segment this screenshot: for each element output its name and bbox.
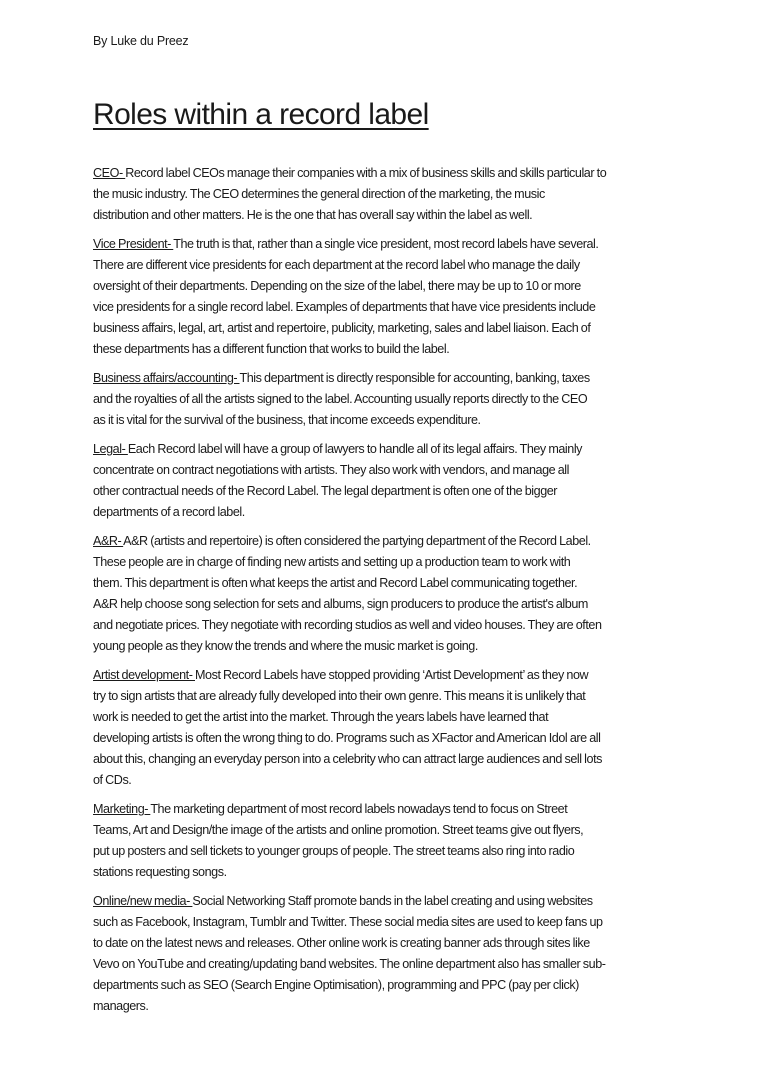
section-heading: Marketing- — [93, 802, 151, 816]
text-line — [93, 891, 693, 912]
line-text: about this, changing an everyday person into a celebrity who can attract large audiences and sell lots — [93, 752, 602, 766]
line-text: the music industry. The CEO determines the general direction of the marketing, the music — [93, 187, 545, 201]
page-title: Roles within a record label — [93, 98, 429, 131]
section-heading: Online/new media- — [93, 894, 193, 908]
line-text: Most Record Labels have stopped providing ‘Artist Development’ as they now — [195, 668, 589, 682]
section-marketing — [93, 799, 693, 883]
line-text: Vevo on YouTube and creating/updating band websites. The online department also has smaller sub- — [93, 957, 606, 971]
text-line — [93, 912, 693, 933]
text-line — [93, 184, 693, 205]
text-line — [93, 163, 693, 184]
text-line — [93, 615, 693, 636]
text-line — [93, 552, 693, 573]
section-business-affairs — [93, 368, 693, 431]
line-text: these departments has a different function that works to build the label. — [93, 342, 450, 356]
line-text: These people are in charge of finding new artists and setting up a production team to work with — [93, 555, 571, 569]
line-text: The marketing department of most record labels nowadays tend to focus on Street — [150, 802, 568, 816]
line-text: developing artists is often the wrong thing to do. Programs such as XFactor and American Idol are all — [93, 731, 601, 745]
text-line — [93, 862, 693, 883]
text-line — [93, 707, 693, 728]
section-legal — [93, 439, 693, 523]
line-text: Each Record label will have a group of lawyers to handle all of its legal affairs. They mainly — [127, 442, 583, 456]
line-text: managers. — [93, 999, 149, 1013]
text-line — [93, 799, 693, 820]
text-line — [93, 975, 693, 996]
text-line — [93, 573, 693, 594]
text-line — [93, 531, 693, 552]
text-line — [93, 749, 693, 770]
text-line — [93, 686, 693, 707]
section-heading: Vice President- — [93, 237, 174, 251]
text-line — [93, 410, 693, 431]
line-text: departments such as SEO (Search Engine Optimisation), programming and PPC (pay per click) — [93, 978, 579, 992]
line-text: work is needed to get the artist into the market. Through the years labels have learned that — [93, 710, 549, 724]
line-text: put up posters and sell tickets to younger groups of people. The street teams also ring into radio — [93, 844, 575, 858]
text-line — [93, 460, 693, 481]
text-line — [93, 954, 693, 975]
line-text: A&R (artists and repertoire) is often considered the partying department of the Record Label. — [123, 534, 591, 548]
section-a-and-r — [93, 531, 693, 657]
line-text: distribution and other matters. He is the one that has overall say within the label as well. — [93, 208, 533, 222]
document-body — [93, 163, 693, 1025]
line-text: as it is vital for the survival of the business, that income exceeds expenditure. — [93, 413, 481, 427]
section-heading: Legal- — [93, 442, 128, 456]
line-text: them. This department is often what keeps the artist and Record Label communicating together. — [93, 576, 578, 590]
text-line — [93, 205, 693, 226]
line-text: There are different vice presidents for each department at the record label who manage the daily — [93, 258, 580, 272]
text-line — [93, 255, 693, 276]
line-text: and the royalties of all the artists signed to the label. Accounting usually reports directly to the CEO — [93, 392, 588, 406]
text-line — [93, 594, 693, 615]
text-line — [93, 481, 693, 502]
text-line — [93, 636, 693, 657]
section-vice-president — [93, 234, 693, 360]
line-text: A&R help choose song selection for sets and albums, sign producers to produce the artist's album — [93, 597, 588, 611]
line-text: to date on the latest news and releases. Other online work is creating banner ads through sites like — [93, 936, 590, 950]
text-line — [93, 728, 693, 749]
line-text: vice presidents for a single record label. Examples of departments that have vice presidents include — [93, 300, 596, 314]
line-text: such as Facebook, Instagram, Tumblr and Twitter. These social media sites are used to keep fans up — [93, 915, 603, 929]
line-text: young people as they know the trends and where the music market is going. — [93, 639, 478, 653]
line-text: other contractual needs of the Record Label. The legal department is often one of the bigger — [93, 484, 558, 498]
section-heading: Artist development- — [93, 668, 195, 682]
line-text: Social Networking Staff promote bands in the label creating and using websites — [192, 894, 593, 908]
text-line — [93, 318, 693, 339]
line-text: This department is directly responsible for accounting, banking, taxes — [239, 371, 590, 385]
line-text: business affairs, legal, art, artist and repertoire, publicity, marketing, sales and label liaison. Each of — [93, 321, 591, 335]
text-line — [93, 770, 693, 791]
line-text: departments of a record label. — [93, 505, 245, 519]
text-line — [93, 502, 693, 523]
text-line — [93, 368, 693, 389]
line-text: oversight of their departments. Depending on the size of the label, there may be up to 10 or more — [93, 279, 581, 293]
section-heading: CEO- — [93, 166, 126, 180]
section-ceo — [93, 163, 693, 226]
section-heading: A&R- — [93, 534, 124, 548]
text-line — [93, 996, 693, 1017]
text-line — [93, 841, 693, 862]
line-text: try to sign artists that are already fully developed into their own genre. This means it is unlikely that — [93, 689, 586, 703]
text-line — [93, 389, 693, 410]
text-line — [93, 820, 693, 841]
section-online-new-media — [93, 891, 693, 1017]
line-text: The truth is that, rather than a single vice president, most record labels have several. — [173, 237, 599, 251]
text-line — [93, 933, 693, 954]
line-text: concentrate on contract negotiations with artists. They also work with vendors, and manage all — [93, 463, 569, 477]
text-line — [93, 665, 693, 686]
text-line — [93, 297, 693, 318]
text-line — [93, 339, 693, 360]
text-line — [93, 234, 693, 255]
section-heading: Business affairs/accounting- — [93, 371, 240, 385]
line-text: and negotiate prices. They negotiate with recording studios as well and video houses. They are often — [93, 618, 602, 632]
section-artist-development — [93, 665, 693, 791]
text-line — [93, 439, 693, 460]
line-text: of CDs. — [93, 773, 132, 787]
line-text: Teams, Art and Design/the image of the artists and online promotion. Street teams give out flyers, — [93, 823, 584, 837]
line-text: stations requesting songs. — [93, 865, 227, 879]
author-line: By Luke du Preez — [93, 34, 189, 48]
text-line — [93, 276, 693, 297]
line-text: Record label CEOs manage their companies with a mix of business skills and skills particular to — [125, 166, 607, 180]
